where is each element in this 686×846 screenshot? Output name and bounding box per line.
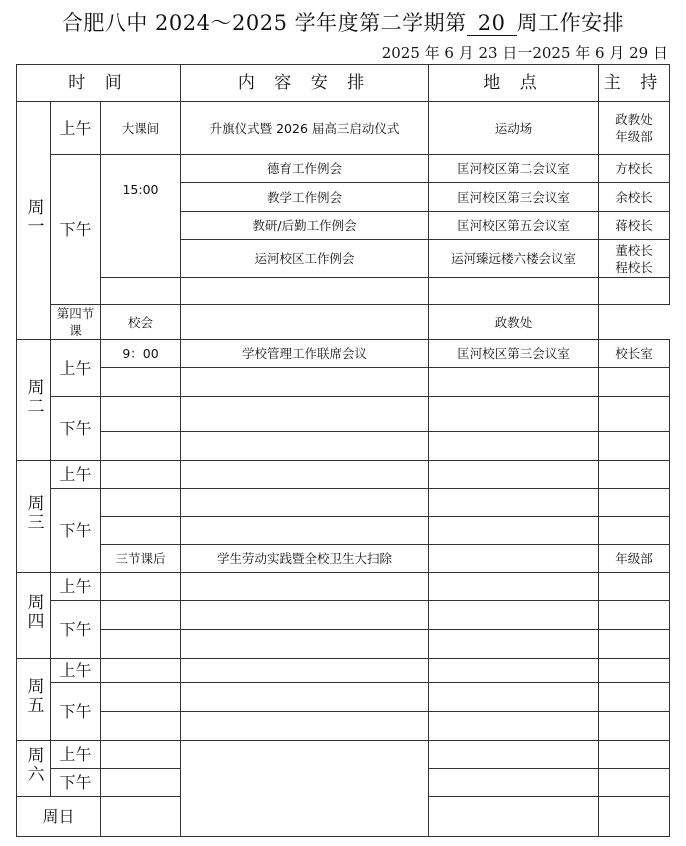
- table-row: [17, 712, 670, 741]
- half-am: 上午: [51, 741, 101, 769]
- day-tue: 周二: [17, 340, 51, 461]
- location-cell: 运动场: [429, 102, 599, 155]
- date-range: 2025 年 6 月 23 日一2025 年 6 月 29 日: [381, 44, 668, 62]
- day-mon: 周一: [17, 102, 51, 340]
- host-cell: 蒋校长: [599, 212, 670, 240]
- table-row: [17, 741, 670, 769]
- col-content: 内 容 安 排: [181, 65, 429, 102]
- time-cell: 15:00: [101, 155, 181, 278]
- table-row: [17, 155, 670, 183]
- time-cell: 9：00: [101, 340, 181, 368]
- location-cell: 匡河校区第三会议室: [429, 183, 599, 212]
- table-row: [17, 340, 670, 368]
- table-row: [17, 368, 670, 397]
- header-row: [17, 65, 670, 102]
- week-number: 20: [467, 11, 517, 36]
- host-cell: 校长室: [599, 340, 670, 368]
- half-pm: 下午: [51, 489, 101, 573]
- table-row: [17, 601, 670, 630]
- host-cell: 政教处: [429, 305, 599, 340]
- day-wed: 周三: [17, 461, 51, 573]
- half-pm: 下午: [51, 683, 101, 741]
- location-cell: 匡河校区第五会议室: [429, 212, 599, 240]
- content-cell: 德育工作例会: [181, 155, 429, 183]
- table-row: [17, 683, 670, 712]
- content-cell: 运河校区工作例会: [181, 240, 429, 278]
- content-cell: 教研/后勤工作例会: [181, 212, 429, 240]
- table-row: [17, 545, 670, 573]
- day-sun: 周日: [17, 797, 101, 837]
- host-cell: 方校长: [599, 155, 670, 183]
- host-cell: 董校长 程校长: [599, 240, 670, 278]
- half-pm: 下午: [51, 155, 101, 305]
- day-fri: 周五: [17, 659, 51, 741]
- table-row: [17, 278, 670, 305]
- time-cell: 三节课后: [101, 545, 181, 573]
- table-row: [17, 659, 670, 683]
- table-row: [17, 305, 670, 340]
- content-cell: 校会: [101, 305, 181, 340]
- day-sat: 周六: [17, 741, 51, 797]
- half-am: 上午: [51, 340, 101, 397]
- schedule-table: [16, 64, 670, 837]
- table-row: [17, 630, 670, 659]
- half-pm: 下午: [51, 769, 101, 797]
- day-thu: 周四: [17, 573, 51, 659]
- location-cell: 匡河校区第二会议室: [429, 155, 599, 183]
- table-row: [17, 461, 670, 489]
- col-location: 地 点: [429, 65, 599, 102]
- half-am: 上午: [51, 102, 101, 155]
- host-cell: 政教处 年级部: [599, 102, 670, 155]
- content-cell: 学生劳动实践暨全校卫生大扫除: [181, 545, 429, 573]
- table-row: [17, 432, 670, 461]
- location-cell: 运河臻远楼六楼会议室: [429, 240, 599, 278]
- page-title: 合肥八中 2024～2025 学年度第二学期第 20 周工作安排: [61, 11, 625, 35]
- time-cell: 大课间: [101, 102, 181, 155]
- host-cell: 年级部: [599, 545, 670, 573]
- half-pm: 下午: [51, 397, 101, 461]
- table-row: [17, 573, 670, 601]
- content-cell: 学校管理工作联席会议: [181, 340, 429, 368]
- table-row: [17, 489, 670, 517]
- host-cell: 余校长: [599, 183, 670, 212]
- table-row: [17, 397, 670, 432]
- col-time: 时 间: [17, 65, 181, 102]
- col-host: 主 持: [599, 65, 670, 102]
- content-cell: 升旗仪式暨 2026 届高三启动仪式: [181, 102, 429, 155]
- half-pm: 下午: [51, 601, 101, 659]
- table-row: [17, 102, 670, 155]
- half-am: 上午: [51, 461, 101, 489]
- table-row: [17, 517, 670, 545]
- content-cell: 教学工作例会: [181, 183, 429, 212]
- location-cell: 匡河校区第三会议室: [429, 340, 599, 368]
- half-am: 上午: [51, 573, 101, 601]
- time-cell: 第四节课: [51, 305, 101, 340]
- half-am: 上午: [51, 659, 101, 683]
